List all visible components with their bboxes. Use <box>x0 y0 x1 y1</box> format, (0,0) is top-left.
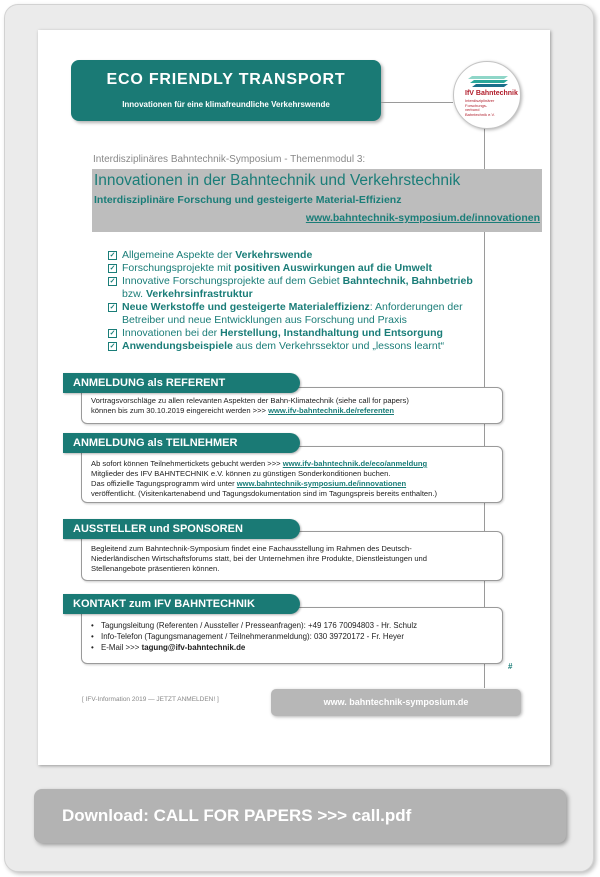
logo-line: Interdisziplinärer <box>465 98 495 103</box>
kontakt-text <box>91 620 417 653</box>
section-header-kontakt: KONTAKT zum IFV BAHNTECHNIK <box>63 594 300 614</box>
referent-text <box>91 396 409 416</box>
topic-item <box>108 301 473 314</box>
section-header-referent: ANMELDUNG als REFERENT <box>63 373 300 393</box>
referent-line <box>91 406 409 416</box>
symposium-title-box <box>92 169 542 232</box>
logo-line: Forschungs- <box>465 102 488 108</box>
topic-emphasis: Verkehrswende <box>235 249 313 261</box>
aussteller-line: Stellenangebote präsentieren können. <box>91 564 220 573</box>
topic-emphasis: Verkehrsinfrastruktur <box>145 288 253 300</box>
logo-stripes-icon <box>468 75 508 87</box>
section-header-teilnehmer: ANMELDUNG als TEILNEHMER <box>63 433 300 453</box>
teilnehmer-line <box>91 459 437 469</box>
topic-text: bzw. <box>122 288 146 300</box>
topic-item <box>108 249 473 262</box>
checkbox-icon: ✓ <box>109 278 116 285</box>
flyer-document <box>38 30 550 765</box>
programm-link[interactable]: www.bahntechnik-symposium.de/innovationen <box>236 479 407 488</box>
checkbox-icon: ✓ <box>109 304 116 311</box>
symposium-subtitle: Interdisziplinäre Forschung und gesteigerte Material-Effizienz <box>94 194 402 206</box>
logo-name: IfV Bahntechnik <box>465 90 518 97</box>
hash-mark: # <box>508 662 513 671</box>
anmeldung-link[interactable]: www.ifv-bahntechnik.de/eco/anmeldung <box>282 459 428 468</box>
eco-banner <box>71 60 381 121</box>
topic-text: Innovationen bei der <box>122 327 221 339</box>
topic-emphasis: Herstellung, Instandhaltung und Entsorgung <box>220 327 443 339</box>
topic-item <box>108 262 473 275</box>
topic-emphasis: Bahntechnik, Bahnbetrieb <box>342 275 473 287</box>
banner-subtitle: Innovationen für eine klimafreundliche Verkehrswende <box>122 100 330 109</box>
topic-item <box>108 327 473 340</box>
footer-info: [ IFV-Information 2019 — JETZT ANMELDEN! ] <box>82 696 219 703</box>
topic-item <box>108 288 473 301</box>
email-label: E-Mail >>> <box>101 643 142 652</box>
topic-text: : Anforderungen der <box>369 301 463 313</box>
aussteller-text <box>91 544 427 574</box>
kontakt-item <box>91 642 417 653</box>
topic-text: Forschungsprojekte mit <box>122 262 235 274</box>
ifv-logo <box>453 61 521 129</box>
topic-emphasis: Neue Werkstoffe und gesteigerte Materialeffizienz <box>122 301 370 313</box>
symposium-kicker: Interdisziplinäres Bahntechnik-Symposium - Themenmodul 3: <box>93 154 366 165</box>
footer-url-link[interactable]: www. bahntechnik-symposium.de <box>271 689 521 716</box>
kontakt-item: • Info-Telefon (Tagungsmanagement / Teilnehmeranmeldung): 030 39720172 - Fr. Heyer <box>91 631 417 642</box>
teilnehmer-line: veröffentlicht. (Visitenkartenabend und Tagungsdokumentation sind im Tagungspreis bereits enthalten.) <box>91 489 438 498</box>
section-header-aussteller: AUSSTELLER und SPONSOREN <box>63 519 300 539</box>
topic-text: Innovative Forschungsprojekte auf dem Gebiet <box>122 275 343 287</box>
kontakt-item: • Tagungsleitung (Referenten / Aussteller / Presseanfragen): +49 176 70094803 - Hr. Schulz <box>91 620 417 631</box>
checkbox-icon: ✓ <box>109 265 116 272</box>
divider-line <box>381 102 453 103</box>
topic-item <box>108 275 473 288</box>
referent-line-text: können bis zum 30.10.2019 eingereicht werden >>> <box>91 406 269 415</box>
teilnehmer-text <box>91 459 437 499</box>
teilnehmer-line: Mitglieder des IFV BAHNTECHNIK e.V. können zu günstigen Sonderkonditionen buchen. <box>91 469 391 478</box>
checkbox-icon: ✓ <box>109 343 116 350</box>
email-link[interactable]: tagung@ifv-bahntechnik.de <box>141 643 246 652</box>
topic-text: Betreiber und neue Entwicklungen aus Forschung und Praxis <box>122 314 407 326</box>
teilnehmer-line <box>91 479 437 489</box>
topic-list <box>108 249 473 353</box>
referenten-link[interactable]: www.ifv-bahntechnik.de/referenten <box>268 406 394 415</box>
teilnehmer-line-text: Ab sofort können Teilnehmertickets gebucht werden >>> <box>91 459 283 468</box>
topic-emphasis: Anwendungsbeispiele <box>122 340 233 352</box>
checkbox-icon: ✓ <box>109 252 116 259</box>
banner-title: ECO FRIENDLY TRANSPORT <box>106 71 346 88</box>
logo-line: Bahntechnik e.V. <box>465 111 495 117</box>
topic-emphasis: positiven Auswirkungen auf die Umwelt <box>234 262 433 274</box>
referent-line: Vortragsvorschläge zu allen relevanten Aspekten der Bahn-Klimatechnik (siehe call for papers) <box>91 396 409 405</box>
checkbox-icon: ✓ <box>109 330 116 337</box>
topic-item <box>108 340 473 353</box>
aussteller-line: Begleitend zum Bahntechnik-Symposium findet eine Fachausstellung im Rahmen des Deutsch- <box>91 544 412 553</box>
topic-text: Allgemeine Aspekte der <box>122 249 236 261</box>
topic-text: aus dem Verkehrssektor und „lessons learnt“ <box>232 340 445 352</box>
teilnehmer-line-text: Das offizielle Tagungsprogramm wird unter <box>91 479 237 488</box>
symposium-title: Innovationen in der Bahntechnik und Verkehrstechnik <box>94 172 461 189</box>
symposium-url-link[interactable]: www.bahntechnik-symposium.de/innovationen <box>305 212 540 224</box>
aussteller-line: Niederländischen Wirtschaftsforums statt, bei der Unternehmen ihre Produkte, Dienstleistungen und <box>91 554 427 563</box>
download-call-for-papers-button[interactable]: Download: CALL FOR PAPERS >>> call.pdf <box>34 789 566 843</box>
topic-item <box>108 314 473 327</box>
logo-line: verbund <box>465 107 480 112</box>
